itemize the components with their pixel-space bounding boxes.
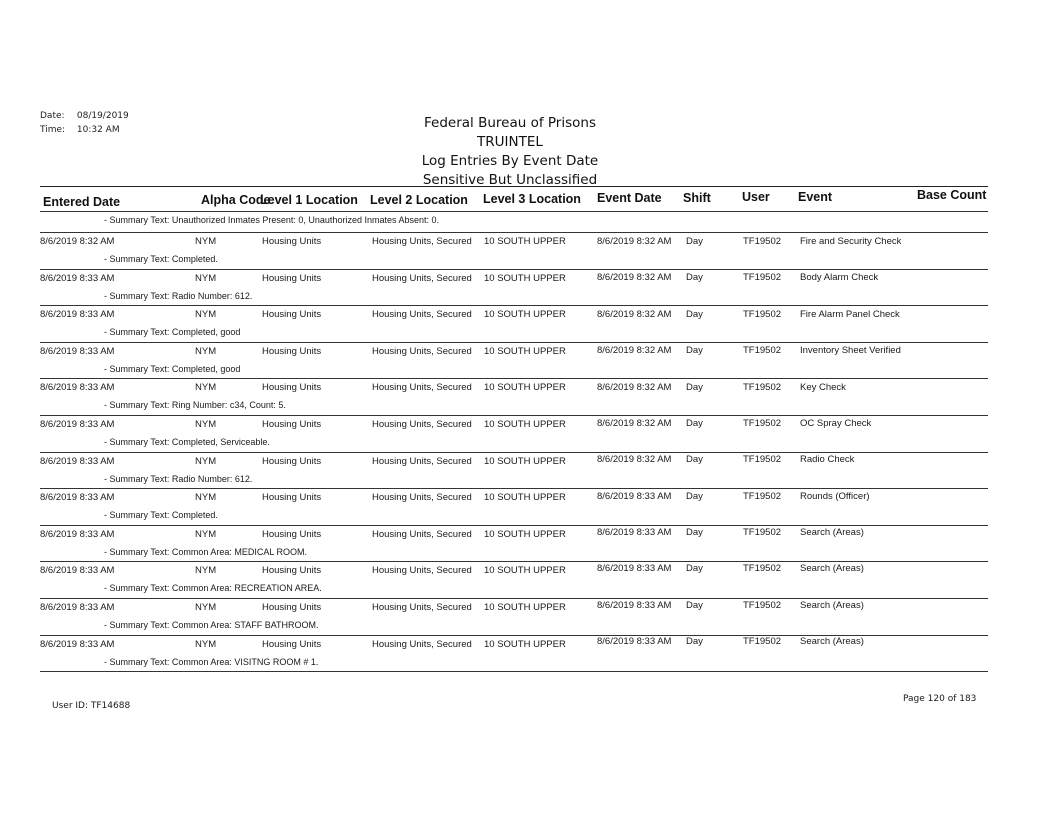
level3-location: 10 SOUTH UPPER (484, 455, 566, 467)
level3-location: 10 SOUTH UPPER (484, 345, 566, 357)
summary-text: - Summary Text: Completed, Serviceable. (104, 436, 270, 447)
entered-date: 8/6/2019 8:33 AM (40, 565, 115, 577)
event: Search (Areas) (800, 636, 864, 648)
summary-text: - Summary Text: Common Area: VISITNG ROOM # 1. (104, 656, 319, 667)
level2-location: Housing Units, Secured (372, 565, 472, 577)
level2-location: Housing Units, Secured (372, 455, 472, 467)
col-event-date: Event Date (597, 191, 662, 205)
event: Key Check (800, 381, 846, 393)
table-row (0, 598, 1056, 635)
alpha-code: NYM (195, 309, 217, 321)
shift: Day (686, 599, 703, 611)
column-headers (40, 190, 988, 210)
footer-user-id (52, 701, 130, 711)
level3-location: 10 SOUTH UPPER (484, 272, 566, 284)
user: TF19502 (743, 527, 782, 539)
user: TF19502 (743, 454, 782, 466)
summary-text: - Summary Text: Common Area: MEDICAL ROOM. (104, 546, 308, 557)
level1-location: Housing Units (262, 309, 322, 321)
event: Rounds (Officer) (800, 490, 870, 502)
level3-location: 10 SOUTH UPPER (484, 638, 566, 650)
summary-text: - Summary Text: Common Area: STAFF BATHROOM. (104, 619, 319, 630)
shift: Day (686, 381, 703, 393)
alpha-code: NYM (195, 492, 217, 504)
event: Fire Alarm Panel Check (800, 308, 900, 320)
title-system: TRUINTEL (477, 134, 543, 150)
page-number: Page 120 of 183 (903, 694, 977, 704)
user: TF19502 (743, 417, 782, 429)
alpha-code: NYM (195, 345, 217, 357)
entered-date: 8/6/2019 8:33 AM (40, 418, 115, 430)
level2-location: Housing Units, Secured (372, 638, 472, 650)
alpha-code: NYM (195, 638, 217, 650)
user: TF19502 (743, 236, 782, 247)
level1-location: Housing Units (262, 236, 322, 247)
level1-location: Housing Units (262, 272, 322, 284)
level3-location: 10 SOUTH UPPER (484, 309, 566, 321)
table-row (0, 232, 1056, 269)
summary-text: - Summary Text: Completed, good (104, 327, 241, 338)
event: Body Alarm Check (800, 272, 879, 284)
event-date: 8/6/2019 8:32 AM (597, 272, 672, 284)
level1-location: Housing Units (262, 492, 322, 504)
top-summary-text: - Summary Text: Unauthorized Inmates Present: 0, Unauthorized Inmates Absent: 0. (104, 215, 439, 225)
date-label: Date: (40, 111, 65, 121)
level2-location: Housing Units, Secured (372, 382, 472, 394)
level2-location: Housing Units, Secured (372, 601, 472, 613)
shift: Day (686, 490, 703, 502)
table-row (0, 561, 1056, 598)
level1-location: Housing Units (262, 455, 322, 467)
table-row (0, 525, 1056, 562)
user: TF19502 (743, 308, 782, 320)
event-date: 8/6/2019 8:32 AM (597, 308, 672, 320)
entered-date: 8/6/2019 8:32 AM (40, 236, 115, 247)
alpha-code: NYM (195, 418, 217, 430)
event-date: 8/6/2019 8:32 AM (597, 417, 672, 429)
table-row (0, 378, 1056, 415)
entered-date: 8/6/2019 8:33 AM (40, 272, 115, 284)
entered-date: 8/6/2019 8:33 AM (40, 309, 115, 321)
event: Inventory Sheet Verified (800, 345, 901, 357)
user: TF19502 (743, 563, 782, 575)
level3-location: 10 SOUTH UPPER (484, 236, 566, 247)
level2-location: Housing Units, Secured (372, 236, 472, 247)
event-date: 8/6/2019 8:33 AM (597, 599, 672, 611)
alpha-code: NYM (195, 382, 217, 394)
row-divider (40, 598, 988, 599)
event-date: 8/6/2019 8:33 AM (597, 563, 672, 575)
row-divider (40, 378, 988, 379)
alpha-code: NYM (195, 236, 217, 247)
row-divider (40, 305, 988, 306)
table-row (0, 269, 1056, 306)
alpha-code: NYM (195, 565, 217, 577)
user: TF19502 (743, 345, 782, 357)
level2-location: Housing Units, Secured (372, 272, 472, 284)
row-divider (40, 342, 988, 343)
level1-location: Housing Units (262, 638, 322, 650)
shift: Day (686, 345, 703, 357)
event-date: 8/6/2019 8:32 AM (597, 454, 672, 466)
entered-date: 8/6/2019 8:33 AM (40, 492, 115, 504)
user: TF19502 (743, 490, 782, 502)
col-entered-date: Entered Date (43, 195, 121, 209)
event: Radio Check (800, 454, 855, 466)
level3-location: 10 SOUTH UPPER (484, 528, 566, 540)
table-row (0, 488, 1056, 525)
row-divider (40, 269, 988, 270)
row-divider (40, 525, 988, 526)
user-id-value: TF14688 (90, 701, 131, 711)
entered-date: 8/6/2019 8:33 AM (40, 382, 115, 394)
level3-location: 10 SOUTH UPPER (484, 565, 566, 577)
summary-text: - Summary Text: Common Area: RECREATION AREA. (104, 583, 322, 594)
row-divider (40, 452, 988, 453)
col-user: User (742, 190, 770, 204)
entered-date: 8/6/2019 8:33 AM (40, 345, 115, 357)
summary-text: - Summary Text: Radio Number: 612. (104, 473, 253, 484)
level1-location: Housing Units (262, 382, 322, 394)
shift: Day (686, 563, 703, 575)
report-date (40, 111, 129, 121)
entered-date: 8/6/2019 8:33 AM (40, 601, 115, 613)
report-title (380, 114, 640, 190)
level1-location: Housing Units (262, 528, 322, 540)
alpha-code: NYM (195, 272, 217, 284)
level1-location: Housing Units (262, 601, 322, 613)
shift: Day (686, 454, 703, 466)
level2-location: Housing Units, Secured (372, 345, 472, 357)
col-base-count: Base Count (917, 188, 987, 202)
event-date: 8/6/2019 8:32 AM (597, 381, 672, 393)
level2-location: Housing Units, Secured (372, 492, 472, 504)
event-date: 8/6/2019 8:32 AM (597, 236, 672, 247)
date-value: 08/19/2019 (76, 111, 129, 121)
user: TF19502 (743, 599, 782, 611)
table-row (0, 452, 1056, 489)
shift: Day (686, 236, 703, 247)
event-date: 8/6/2019 8:32 AM (597, 345, 672, 357)
level3-location: 10 SOUTH UPPER (484, 492, 566, 504)
summary-text: - Summary Text: Completed. (104, 510, 218, 521)
event: Search (Areas) (800, 563, 864, 575)
time-label: Time: (40, 125, 66, 135)
alpha-code: NYM (195, 455, 217, 467)
row-divider (40, 232, 988, 233)
col-alpha-code: Alpha Code (201, 193, 271, 207)
col-level1: Level 1 Location (260, 193, 358, 207)
log-entries (0, 232, 1056, 671)
alpha-code: NYM (195, 601, 217, 613)
level1-location: Housing Units (262, 418, 322, 430)
table-row (0, 415, 1056, 452)
row-divider (40, 488, 988, 489)
entered-date: 8/6/2019 8:33 AM (40, 528, 115, 540)
shift: Day (686, 527, 703, 539)
report-time (40, 125, 120, 135)
col-level3: Level 3 Location (483, 192, 581, 206)
shift: Day (686, 636, 703, 648)
event: Search (Areas) (800, 527, 864, 539)
table-row (0, 305, 1056, 342)
user: TF19502 (743, 636, 782, 648)
row-divider (40, 415, 988, 416)
level2-location: Housing Units, Secured (372, 528, 472, 540)
table-bottom-rule (40, 671, 988, 672)
col-level2: Level 2 Location (370, 193, 468, 207)
header-bottom-rule (40, 211, 988, 212)
time-value: 10:32 AM (76, 125, 120, 135)
level1-location: Housing Units (262, 345, 322, 357)
entered-date: 8/6/2019 8:33 AM (40, 638, 115, 650)
event: OC Spray Check (800, 417, 872, 429)
row-divider (40, 561, 988, 562)
table-row (0, 635, 1056, 672)
event: Fire and Security Check (800, 236, 902, 247)
entered-date: 8/6/2019 8:33 AM (40, 455, 115, 467)
user-id-label: User ID: (52, 701, 88, 711)
col-event: Event (798, 190, 833, 204)
level3-location: 10 SOUTH UPPER (484, 601, 566, 613)
summary-text: - Summary Text: Completed, good (104, 363, 241, 374)
level2-location: Housing Units, Secured (372, 418, 472, 430)
table-row (0, 342, 1056, 379)
user: TF19502 (743, 272, 782, 284)
shift: Day (686, 272, 703, 284)
level2-location: Housing Units, Secured (372, 309, 472, 321)
summary-text: - Summary Text: Ring Number: c34, Count: 5. (104, 400, 286, 411)
header-top-rule (40, 186, 988, 187)
alpha-code: NYM (195, 528, 217, 540)
event-date: 8/6/2019 8:33 AM (597, 490, 672, 502)
user: TF19502 (743, 381, 782, 393)
title-agency: Federal Bureau of Prisons (424, 115, 596, 131)
title-classification: Sensitive But Unclassified (422, 172, 598, 188)
level1-location: Housing Units (262, 565, 322, 577)
level3-location: 10 SOUTH UPPER (484, 382, 566, 394)
title-report-name: Log Entries By Event Date (421, 153, 599, 169)
event-date: 8/6/2019 8:33 AM (597, 636, 672, 648)
event-date: 8/6/2019 8:33 AM (597, 527, 672, 539)
summary-text: - Summary Text: Completed. (104, 254, 218, 264)
event: Search (Areas) (800, 599, 864, 611)
col-shift: Shift (683, 191, 711, 205)
shift: Day (686, 417, 703, 429)
summary-text: - Summary Text: Radio Number: 612. (104, 290, 253, 301)
level3-location: 10 SOUTH UPPER (484, 418, 566, 430)
shift: Day (686, 308, 703, 320)
